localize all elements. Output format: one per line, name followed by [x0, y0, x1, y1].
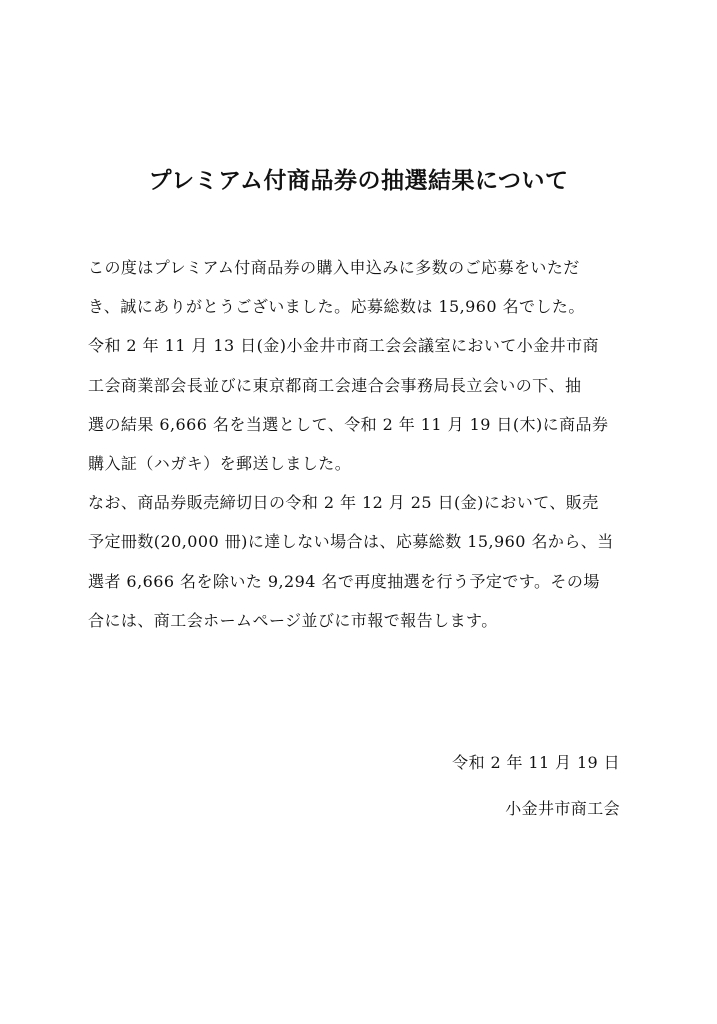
body-line: この度はプレミアム付商品券の購入申込みに多数のご応募をいただ [88, 258, 580, 277]
body-line: 工会商業部会長並びに東京都商工会連合会事務局長立会いの下、抽 [88, 375, 582, 395]
body-line: 購入証（ハガキ）を郵送しました。 [88, 453, 352, 473]
body-line: き、誠にありがとうございました。応募総数は 15,960 名でした。 [88, 297, 585, 317]
body-line: 選者 6,666 名を除いた 9,294 名で再度抽選を行う予定です。その場 [88, 571, 600, 591]
body-line: 合には、商工会ホームページ並びに市報で報告します。 [88, 610, 498, 630]
body-line: 令和 2 年 11 月 13 日(金)小金井市商工会会議室において小金井市商 [88, 336, 599, 356]
body-line: 予定冊数(20,000 冊)に達しない場合は、応募総数 15,960 名から、当 [88, 532, 614, 552]
issuer-name: 小金井市商工会 [505, 799, 620, 818]
issue-date: 令和 2 年 11 月 19 日 [452, 753, 620, 772]
body-line: 選の結果 6,666 名を当選として、令和 2 年 11 月 19 日(木)に商品券 [88, 414, 609, 434]
body-text [88, 248, 633, 640]
page-title: プレミアム付商品券の抽選結果について [148, 168, 569, 194]
body-line: なお、商品券販売締切日の令和 2 年 12 月 25 日(金)において、販売 [88, 493, 599, 513]
